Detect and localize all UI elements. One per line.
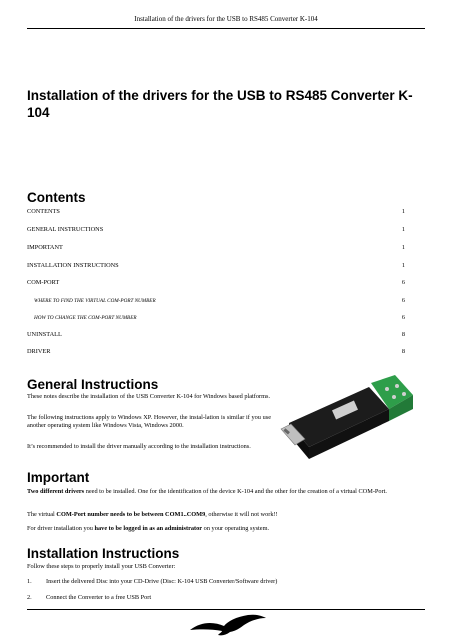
general-paragraph: It’s recommended to install the driver manually according to the installation instructions.: [27, 443, 251, 450]
document-title: Installation of the drivers for the USB to RS485 Converter K-104: [27, 88, 413, 120]
step-number: 2.: [27, 594, 32, 601]
toc-page: 6: [401, 297, 405, 304]
toc-page: 1: [401, 208, 405, 215]
important-text: For driver installation you: [27, 525, 95, 532]
toc-label: IMPORTANT: [27, 244, 63, 251]
toc-page: 8: [401, 331, 405, 338]
important-heading: Important: [27, 470, 90, 485]
installation-heading: Installation Instructions: [27, 546, 180, 561]
toc-entry[interactable]: [27, 225, 405, 235]
usb-converter-photo: [275, 375, 435, 465]
list-item: [27, 578, 277, 586]
footer-rule: [27, 609, 425, 610]
important-bold: Two different drivers: [27, 488, 85, 495]
toc-label: INSTALLATION INSTRUCTIONS: [27, 262, 119, 269]
toc-entry[interactable]: [27, 347, 405, 357]
toc-entry[interactable]: [27, 278, 405, 288]
important-text: need to be installed. One for the identification of the device K-104 and the other for the creation of a virtual COM-Port.: [84, 488, 387, 495]
important-bold: COM-Port number needs to be between COM1..COM9: [56, 511, 206, 518]
toc-entry[interactable]: [27, 261, 405, 271]
toc-label: WHERE TO FIND THE VIRTUAL COM-PORT NUMBER: [34, 298, 156, 304]
toc-entry[interactable]: [27, 243, 405, 253]
toc-label: COM-PORT: [27, 279, 60, 286]
general-paragraph: The following instructions apply to Windows XP. However, the instal-lation is similar if you use another operating system like Windows Vista, Windows 2000.: [27, 414, 271, 430]
installation-intro: Follow these steps to properly install your USB Converter:: [27, 563, 176, 570]
toc-page: 6: [401, 279, 405, 286]
step-text: Insert the delivered Disc into your CD-Drive (Disc: K-104 USB Converter/Software driver): [46, 578, 278, 585]
list-item: [27, 594, 151, 602]
important-text: on your operating system.: [202, 525, 270, 532]
page-header: Installation of the drivers for the USB to RS485 Converter K-104: [134, 15, 318, 23]
header-rule: [27, 28, 425, 29]
toc-entry[interactable]: [27, 207, 405, 217]
toc-label: CONTENTS: [27, 208, 60, 215]
general-heading: General Instructions: [27, 377, 159, 392]
toc-label: DRIVER: [27, 348, 51, 355]
important-note: [27, 488, 423, 496]
seagull-logo-icon: [188, 612, 268, 638]
general-paragraph: These notes describe the installation of the USB Converter K-104 for Windows based platforms.: [27, 393, 271, 400]
step-text: Connect the Converter to a free USB Port: [46, 594, 152, 601]
toc-label: UNINSTALL: [27, 331, 62, 338]
important-note: [27, 511, 423, 519]
contents-heading: Contents: [27, 190, 86, 205]
toc-entry[interactable]: [27, 330, 405, 340]
toc-subentry[interactable]: [27, 313, 405, 323]
step-number: 1.: [27, 578, 32, 585]
toc-label: HOW TO CHANGE THE COM-PORT NUMBER: [34, 315, 137, 321]
important-text: The virtual: [27, 511, 57, 518]
toc-label: GENERAL INSTRUCTIONS: [27, 226, 104, 233]
toc-page: 6: [401, 314, 405, 321]
toc-page: 8: [401, 348, 405, 355]
important-text: , otherwise it will not work!!: [205, 511, 278, 518]
toc-page: 1: [401, 244, 405, 251]
toc-page: 1: [401, 226, 405, 233]
important-note: [27, 525, 423, 533]
toc-page: 1: [401, 262, 405, 269]
important-bold: have to be logged in as an administrator: [94, 525, 203, 532]
toc-subentry[interactable]: [27, 296, 405, 306]
